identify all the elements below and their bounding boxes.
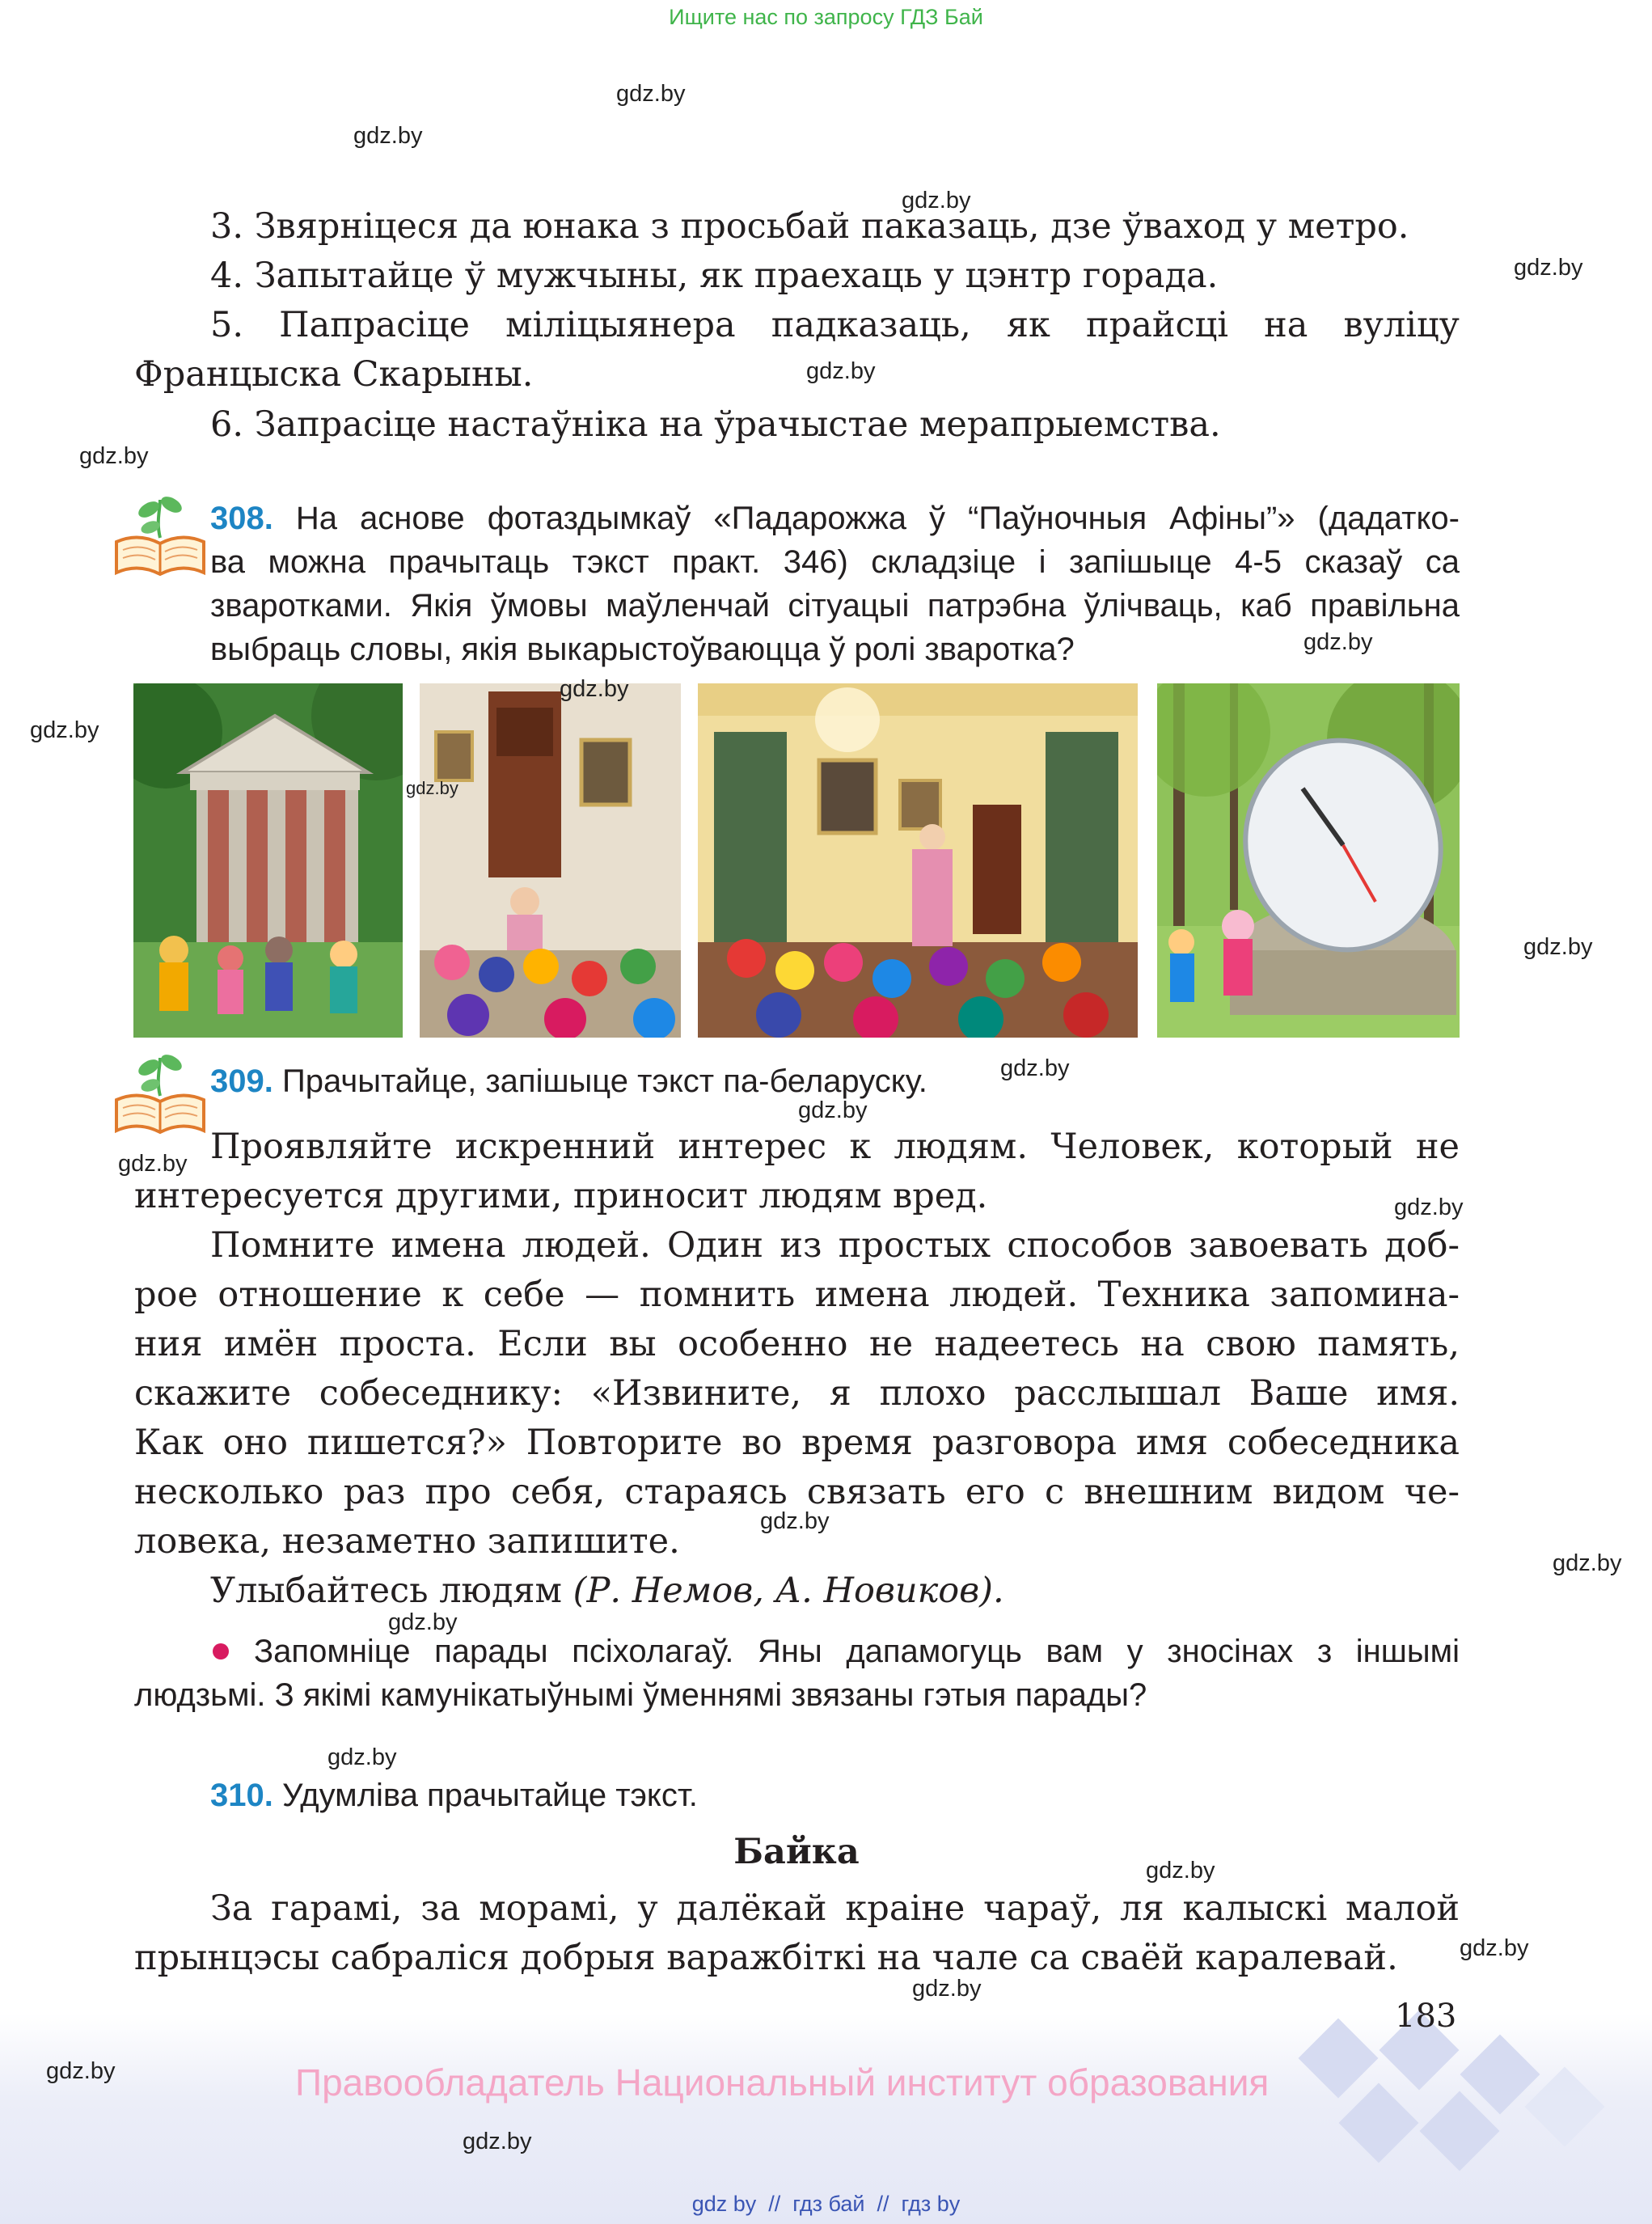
task-item-3: 3. Звярніцеся да юнака з просьбай паказаць, дзе ўваход у метро. — [210, 206, 1409, 247]
ex309-task-line2: людзьмі. З якімі камунікатыўнымі ўменнямі звязаны гэтыя парады? — [134, 1677, 1147, 1713]
exercise-308-line2: ва можна прачытаць тэкст практ. 346) складзіце і запішыце 4-5 сказаў са — [210, 544, 1460, 580]
ex309-p2-line7: ловека, незаметно запишите. — [134, 1521, 680, 1562]
copyright-notice: Правообладатель Национальный институт образования — [295, 2061, 1270, 2103]
exercise-310-header: 310. Удумліва прачытайце тэкст. — [210, 1778, 698, 1813]
watermark: gdz.by — [1514, 255, 1583, 281]
exercise-number: 309. — [210, 1063, 273, 1099]
watermark: gdz.by — [760, 1508, 830, 1534]
watermark: gdz.by — [1460, 1935, 1529, 1961]
watermark: gdz.by — [912, 1976, 982, 2002]
watermark: gdz.by — [1523, 934, 1593, 960]
watermark: gdz.by — [1000, 1055, 1070, 1081]
bottom-links[interactable]: gdz by // гдз бай // гдз by — [691, 2192, 961, 2216]
top-banner[interactable]: Ищите нас по запросу ГДЗ Бай — [669, 5, 983, 29]
watermark: gdz.by — [1394, 1194, 1464, 1220]
ex309-p2-line2: рое отношение к себе — помнить имена людей. Техника запомина- — [134, 1275, 1460, 1315]
watermark: gdz.by — [30, 717, 99, 743]
story-title: Байка — [733, 1832, 860, 1872]
watermark: gdz.by — [1303, 629, 1373, 655]
watermark: gdz.by — [1553, 1550, 1622, 1576]
ex309-p3: Улыбайтесь людям (Р. Немов, А. Новиков). — [210, 1571, 1004, 1611]
watermark: gdz.by — [806, 358, 876, 384]
open-book-sprout-icon — [112, 493, 209, 582]
watermark: gdz.by — [560, 676, 629, 702]
watermark: gdz.by — [798, 1097, 868, 1123]
photo-sundial-clock — [1157, 683, 1460, 1038]
page-number: 183 — [1395, 1998, 1457, 2035]
exercise-308-line3: зваротками. Якія ўмовы маўленчай сітуацыі патрэбна ўлічваць, каб правільна — [210, 588, 1460, 624]
ex309-p1-line1: Проявляйте искренний интерес к людям. Человек, который не — [210, 1127, 1460, 1167]
exercise-number: 310. — [210, 1778, 273, 1813]
ex309-p2-line1: Помните имена людей. Один из простых способов завоевать доб- — [210, 1225, 1460, 1266]
open-book-sprout-icon — [112, 1051, 209, 1140]
task-item-5-line2: Францыска Скарыны. — [134, 354, 534, 395]
photo-museum-hall — [420, 683, 681, 1038]
ex309-p1-line2: интересуется другими, приносит людям вред. — [134, 1176, 988, 1216]
exercise-309-header: 309. Прачытайце, запішыце тэкст па-беларуску. — [210, 1063, 927, 1099]
ex309-p2-line5: Как оно пишется?» Повторите во время разговора имя собеседника — [134, 1423, 1460, 1463]
watermark: gdz.by — [388, 1609, 458, 1635]
story-line1: За гарамі, за морамі, у далёкай краіне чараў, ля калыскі малой — [210, 1888, 1460, 1929]
ex309-p2-line3: ния имён проста. Если вы особенно не надеетесь на свою память, — [134, 1324, 1460, 1364]
task-item-4: 4. Запытайце ў мужчыны, як праехаць у цэнтр горада. — [210, 256, 1219, 296]
watermark: gdz.by — [79, 443, 149, 469]
task-item-6: 6. Запрасіце настаўніка на ўрачыстае мерапрыемства. — [210, 404, 1221, 445]
watermark: gdz.by — [118, 1151, 188, 1177]
exercise-number: 308. — [210, 501, 273, 536]
watermark: gdz.by — [1146, 1858, 1215, 1884]
bullet-dot — [213, 1643, 229, 1660]
exercise-308-line4: выбраць словы, якія выкарыстоўваюцца ў ролі звароткa? — [210, 632, 1075, 667]
photo-rotunda-park — [133, 683, 403, 1038]
ex309-task-line1: Запомніце парады псіхолагаў. Яны дапамогуць вам у зносінах з іншымі — [254, 1634, 1460, 1669]
watermark: gdz.by — [902, 188, 971, 214]
watermark: gdz.by — [46, 2058, 116, 2084]
watermark: gdz.by — [353, 123, 423, 149]
story-line2: прынцэсы сабраліся добрыя варажбіткі на чале са сваёй каралевай. — [134, 1938, 1398, 1978]
exercise-308-line1: 308. На аснове фотаздымкаў «Падарожжа ў “Паўночныя Афіны”» (дадатко- — [210, 501, 1460, 536]
ex309-p2-line4: скажите собеседнику: «Извините, я плохо расслышал Ваше имя. — [134, 1373, 1460, 1414]
watermark: gdz.by — [406, 778, 458, 798]
watermark: gdz.by — [616, 81, 686, 107]
watermark: gdz.by — [463, 2129, 532, 2154]
task-item-5-line1: 5. Папрасіце міліцыянера падказаць, як прайсці на вуліцу — [210, 305, 1460, 345]
watermark: gdz.by — [327, 1744, 397, 1770]
author-citation: (Р. Немов, А. Новиков). — [572, 1571, 1004, 1611]
ex309-p2-line6: несколько раз про себя, стараясь связать его с внешним видом че- — [134, 1472, 1460, 1512]
photo-palace-room — [698, 683, 1138, 1038]
